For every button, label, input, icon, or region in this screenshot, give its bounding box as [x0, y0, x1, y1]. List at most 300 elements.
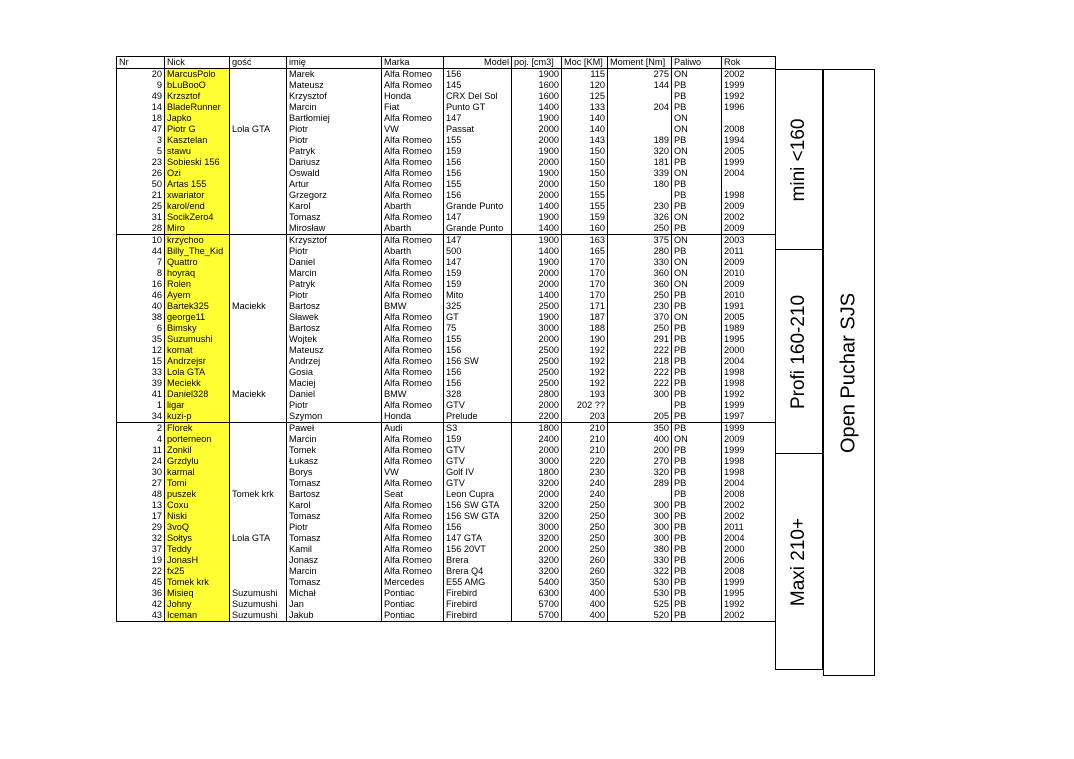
cell-nick: Suzumushi — [165, 334, 230, 345]
table-row — [117, 80, 776, 91]
cell-model: GTV — [444, 445, 512, 456]
cell-gosc — [230, 290, 287, 301]
cell-model: 145 — [444, 80, 512, 91]
cell-gosc — [230, 356, 287, 367]
cell-imie: Bartosz — [287, 489, 382, 500]
cell-marka: Abarth — [382, 223, 444, 235]
cell-imie: Tomek — [287, 445, 382, 456]
cell-moment: 400 — [608, 434, 672, 445]
cell-moment: 189 — [608, 135, 672, 146]
cell-imie: Sławek — [287, 312, 382, 323]
cell-paliwo: PB — [672, 423, 722, 435]
cell-moment: 300 — [608, 500, 672, 511]
cell-moment: 275 — [608, 69, 672, 81]
cell-imie: Bartosz — [287, 301, 382, 312]
cell-imie: Marcin — [287, 566, 382, 577]
cell-rok: 1998 — [722, 190, 776, 201]
cell-nr: 41 — [117, 389, 165, 400]
cell-nr: 16 — [117, 279, 165, 290]
cell-poj: 1400 — [512, 102, 562, 113]
cell-nr: 4 — [117, 434, 165, 445]
cell-moc: 140 — [562, 124, 608, 135]
spreadsheet-page — [116, 56, 876, 676]
cell-poj: 1900 — [512, 168, 562, 179]
cell-nr: 5 — [117, 146, 165, 157]
cell-poj: 1800 — [512, 423, 562, 435]
cell-paliwo: ON — [672, 312, 722, 323]
cell-moc: 250 — [562, 511, 608, 522]
cell-moc: 250 — [562, 522, 608, 533]
cell-moc: 190 — [562, 334, 608, 345]
cell-paliwo: PB — [672, 489, 722, 500]
cell-moc: 230 — [562, 467, 608, 478]
cell-model: 159 — [444, 434, 512, 445]
cell-gosc: Tomek krk — [230, 489, 287, 500]
cell-rok: 1991 — [722, 301, 776, 312]
cell-moment: 300 — [608, 533, 672, 544]
cell-model: 156 SW GTA — [444, 500, 512, 511]
cell-marka: BMW — [382, 301, 444, 312]
cell-imie: Kamil — [287, 544, 382, 555]
cell-paliwo: ON — [672, 69, 722, 81]
cell-paliwo: PB — [672, 599, 722, 610]
cell-marka: Alfa Romeo — [382, 544, 444, 555]
cell-rok: 2009 — [722, 434, 776, 445]
cell-nr: 3 — [117, 135, 165, 146]
cell-nr: 32 — [117, 533, 165, 544]
cell-imie: Piotr — [287, 400, 382, 411]
cell-poj: 1900 — [512, 113, 562, 124]
cell-imie: Gosia — [287, 367, 382, 378]
table-row — [117, 290, 776, 301]
cell-moc: 250 — [562, 544, 608, 555]
cell-marka: Alfa Romeo — [382, 511, 444, 522]
table-row — [117, 378, 776, 389]
table-row — [117, 544, 776, 555]
cell-poj: 2800 — [512, 389, 562, 400]
cell-moc: 187 — [562, 312, 608, 323]
cell-nr: 43 — [117, 610, 165, 622]
cell-moment: 370 — [608, 312, 672, 323]
cell-nick: JonasH — [165, 555, 230, 566]
cell-moc: 192 — [562, 345, 608, 356]
cell-model: Punto GT — [444, 102, 512, 113]
cell-nick: Johny — [165, 599, 230, 610]
cell-marka: VW — [382, 467, 444, 478]
cell-nick: Artas 155 — [165, 179, 230, 190]
cell-gosc — [230, 246, 287, 257]
cell-gosc — [230, 168, 287, 179]
cell-rok: 2011 — [722, 522, 776, 533]
cell-model: 147 — [444, 235, 512, 247]
cell-imie: Wojtek — [287, 334, 382, 345]
table-row — [117, 168, 776, 179]
cell-poj: 2000 — [512, 544, 562, 555]
cell-model: Prelude — [444, 411, 512, 423]
cell-moment: 339 — [608, 168, 672, 179]
cell-poj: 2500 — [512, 378, 562, 389]
open-puchar-label — [823, 69, 875, 676]
cell-moment: 300 — [608, 389, 672, 400]
cell-marka: Alfa Romeo — [382, 146, 444, 157]
cell-poj: 2500 — [512, 356, 562, 367]
cell-marka: Pontiac — [382, 610, 444, 622]
cell-moc: 400 — [562, 610, 608, 622]
cell-nick: Rolen — [165, 279, 230, 290]
cell-poj: 2500 — [512, 301, 562, 312]
table-row — [117, 157, 776, 168]
cell-rok: 1995 — [722, 588, 776, 599]
cell-imie: Michał — [287, 588, 382, 599]
cell-gosc — [230, 179, 287, 190]
cell-rok: 1994 — [722, 135, 776, 146]
cell-poj: 1400 — [512, 290, 562, 301]
cell-poj: 1900 — [512, 146, 562, 157]
header-rok: Rok — [722, 57, 776, 69]
cell-rok: 1996 — [722, 102, 776, 113]
cell-gosc — [230, 235, 287, 247]
cell-rok: 1999 — [722, 157, 776, 168]
table-row — [117, 246, 776, 257]
cell-nick: Iceman — [165, 610, 230, 622]
table-row — [117, 389, 776, 400]
cell-moment: 300 — [608, 522, 672, 533]
cell-marka: Alfa Romeo — [382, 312, 444, 323]
cell-gosc — [230, 511, 287, 522]
cell-paliwo: PB — [672, 577, 722, 588]
cell-model: 156 SW — [444, 356, 512, 367]
cell-nick: Andrzejsr — [165, 356, 230, 367]
cell-poj: 3200 — [512, 511, 562, 522]
cell-poj: 1600 — [512, 91, 562, 102]
cell-nr: 21 — [117, 190, 165, 201]
cell-gosc — [230, 411, 287, 423]
cell-marka: Alfa Romeo — [382, 157, 444, 168]
cell-model: GTV — [444, 456, 512, 467]
cell-paliwo: PB — [672, 323, 722, 334]
cell-moment: 280 — [608, 246, 672, 257]
header-marka: Marka — [382, 57, 444, 69]
cell-moment: 320 — [608, 146, 672, 157]
cell-nr: 8 — [117, 268, 165, 279]
cell-moc: 155 — [562, 201, 608, 212]
cell-nick: xwariator — [165, 190, 230, 201]
table-row — [117, 124, 776, 135]
cell-rok: 1992 — [722, 599, 776, 610]
table-row — [117, 489, 776, 500]
cell-moment: 218 — [608, 356, 672, 367]
cell-moc: 203 — [562, 411, 608, 423]
cell-nick: bLuBooO — [165, 80, 230, 91]
cell-gosc — [230, 212, 287, 223]
cell-marka: Seat — [382, 489, 444, 500]
table-row — [117, 467, 776, 478]
cell-paliwo: PB — [672, 157, 722, 168]
cell-nick: Tomek krk — [165, 577, 230, 588]
cell-moment: 530 — [608, 577, 672, 588]
cell-imie: Marek — [287, 69, 382, 81]
cell-gosc: Maciekk — [230, 301, 287, 312]
cell-imie: Krzysztof — [287, 235, 382, 247]
cell-rok: 1992 — [722, 389, 776, 400]
cell-imie: Piotr — [287, 135, 382, 146]
cell-moment: 230 — [608, 301, 672, 312]
cell-nr: 19 — [117, 555, 165, 566]
cell-marka: Alfa Romeo — [382, 235, 444, 247]
cell-imie: Tomasz — [287, 511, 382, 522]
cell-nick: Grzdylu — [165, 456, 230, 467]
cell-nick: karmal — [165, 467, 230, 478]
table-row — [117, 279, 776, 290]
cell-moc: 115 — [562, 69, 608, 81]
cell-gosc — [230, 257, 287, 268]
cell-gosc — [230, 323, 287, 334]
cell-imie: Szymon — [287, 411, 382, 423]
cell-nick: Ozi — [165, 168, 230, 179]
cell-model: 147 — [444, 113, 512, 124]
cell-rok: 2008 — [722, 566, 776, 577]
cell-nick: Sołtys — [165, 533, 230, 544]
cell-marka: Alfa Romeo — [382, 268, 444, 279]
cell-poj: 2000 — [512, 279, 562, 290]
table-row — [117, 577, 776, 588]
cell-marka: Alfa Romeo — [382, 113, 444, 124]
header-poj: poj. [cm3] — [512, 57, 562, 69]
cell-paliwo: PB — [672, 367, 722, 378]
cell-paliwo: ON — [672, 168, 722, 179]
cell-moc: 165 — [562, 246, 608, 257]
cell-nr: 1 — [117, 400, 165, 411]
cell-imie: Mateusz — [287, 80, 382, 91]
cell-nick: Niski — [165, 511, 230, 522]
cell-imie: Tomasz — [287, 212, 382, 223]
cell-paliwo: PB — [672, 478, 722, 489]
cell-gosc — [230, 279, 287, 290]
cell-imie: Łukasz — [287, 456, 382, 467]
cell-moment: 204 — [608, 102, 672, 113]
cell-nick: stawu — [165, 146, 230, 157]
cell-nr: 15 — [117, 356, 165, 367]
cell-poj: 1400 — [512, 201, 562, 212]
group-label-1 — [775, 249, 823, 454]
cell-nr: 33 — [117, 367, 165, 378]
header-imie: imię — [287, 57, 382, 69]
cell-poj: 3000 — [512, 323, 562, 334]
cell-nick: Kasztelan — [165, 135, 230, 146]
cell-imie: Marcin — [287, 434, 382, 445]
cell-poj: 2000 — [512, 157, 562, 168]
cell-gosc — [230, 423, 287, 435]
cell-marka: Alfa Romeo — [382, 500, 444, 511]
cell-nr: 10 — [117, 235, 165, 247]
cell-moment: 375 — [608, 235, 672, 247]
cell-paliwo: PB — [672, 80, 722, 91]
cell-gosc — [230, 367, 287, 378]
cell-nr: 24 — [117, 456, 165, 467]
table-row — [117, 533, 776, 544]
cell-rok: 2010 — [722, 290, 776, 301]
cell-poj: 1800 — [512, 467, 562, 478]
cell-model: Brera — [444, 555, 512, 566]
cell-marka: Alfa Romeo — [382, 456, 444, 467]
cell-rok: 2002 — [722, 610, 776, 622]
cell-nick: kornat — [165, 345, 230, 356]
cell-moc: 170 — [562, 257, 608, 268]
cell-paliwo: PB — [672, 566, 722, 577]
cell-model: Mito — [444, 290, 512, 301]
cell-rok: 2003 — [722, 235, 776, 247]
cell-nick: Miro — [165, 223, 230, 235]
cell-rok: 2004 — [722, 478, 776, 489]
cell-nr: 49 — [117, 91, 165, 102]
cell-paliwo: PB — [672, 522, 722, 533]
cell-gosc: Suzumushi — [230, 599, 287, 610]
cell-gosc — [230, 434, 287, 445]
cell-gosc — [230, 400, 287, 411]
cell-paliwo: PB — [672, 179, 722, 190]
cell-rok: 2004 — [722, 356, 776, 367]
cell-nick: Japko — [165, 113, 230, 124]
cell-rok: 2005 — [722, 146, 776, 157]
cell-model: 156 — [444, 157, 512, 168]
cell-moment: 289 — [608, 478, 672, 489]
cell-paliwo: PB — [672, 290, 722, 301]
cell-nick: hoyraq — [165, 268, 230, 279]
cell-marka: Alfa Romeo — [382, 279, 444, 290]
cell-paliwo: PB — [672, 301, 722, 312]
cell-paliwo: ON — [672, 113, 722, 124]
cell-moment — [608, 190, 672, 201]
cell-moment: 300 — [608, 511, 672, 522]
cell-imie: Jonasz — [287, 555, 382, 566]
cell-model: 155 — [444, 135, 512, 146]
cell-model: Firebird — [444, 610, 512, 622]
cell-moment — [608, 400, 672, 411]
cell-imie: Grzegorz — [287, 190, 382, 201]
cell-poj: 2500 — [512, 367, 562, 378]
cell-nick: 3voQ — [165, 522, 230, 533]
cell-imie: Patryk — [287, 146, 382, 157]
cell-marka: Honda — [382, 91, 444, 102]
cell-moc: 350 — [562, 577, 608, 588]
cell-gosc — [230, 80, 287, 91]
cell-nr: 35 — [117, 334, 165, 345]
cell-gosc — [230, 69, 287, 81]
cell-moc: 171 — [562, 301, 608, 312]
cell-poj: 3200 — [512, 533, 562, 544]
cell-model: Grande Punto — [444, 223, 512, 235]
cell-gosc — [230, 146, 287, 157]
cell-moment: 200 — [608, 445, 672, 456]
table-row — [117, 356, 776, 367]
cell-moment: 322 — [608, 566, 672, 577]
cell-imie: Piotr — [287, 246, 382, 257]
cell-paliwo: PB — [672, 135, 722, 146]
table-row — [117, 179, 776, 190]
cell-model: 147 — [444, 212, 512, 223]
cell-rok: 1999 — [722, 577, 776, 588]
cell-model: Brera Q4 — [444, 566, 512, 577]
header-moment: Moment [Nm] — [608, 57, 672, 69]
cell-model: 156 — [444, 168, 512, 179]
cell-moment: 222 — [608, 367, 672, 378]
cell-nick: puszek — [165, 489, 230, 500]
cell-nr: 9 — [117, 80, 165, 91]
cell-imie: Paweł — [287, 423, 382, 435]
cell-nr: 22 — [117, 566, 165, 577]
cell-nick: Billy_The_Kid — [165, 246, 230, 257]
cell-moc: 192 — [562, 356, 608, 367]
cell-poj: 2000 — [512, 135, 562, 146]
cell-rok: 1992 — [722, 91, 776, 102]
cell-poj: 2200 — [512, 411, 562, 423]
cell-marka: Alfa Romeo — [382, 345, 444, 356]
cell-nick: MarcusPolo — [165, 69, 230, 81]
cell-poj: 3000 — [512, 456, 562, 467]
cell-imie: Daniel — [287, 389, 382, 400]
cell-moc: 220 — [562, 456, 608, 467]
cell-paliwo: PB — [672, 356, 722, 367]
cell-moc: 133 — [562, 102, 608, 113]
cell-poj: 3200 — [512, 500, 562, 511]
cell-model: 156 — [444, 69, 512, 81]
cell-moc: 192 — [562, 378, 608, 389]
cell-marka: Alfa Romeo — [382, 69, 444, 81]
cell-imie: Dariusz — [287, 157, 382, 168]
cell-nick: Zonkil — [165, 445, 230, 456]
cell-paliwo: PB — [672, 610, 722, 622]
cell-paliwo: ON — [672, 212, 722, 223]
cell-marka: Alfa Romeo — [382, 356, 444, 367]
cell-marka: Alfa Romeo — [382, 257, 444, 268]
cell-rok: 1999 — [722, 423, 776, 435]
cell-rok: 1998 — [722, 456, 776, 467]
cell-gosc — [230, 566, 287, 577]
cell-nr: 30 — [117, 467, 165, 478]
cell-marka: Alfa Romeo — [382, 290, 444, 301]
cell-marka: Alfa Romeo — [382, 478, 444, 489]
cell-moment: 380 — [608, 544, 672, 555]
cell-marka: Alfa Romeo — [382, 212, 444, 223]
cell-nr: 39 — [117, 378, 165, 389]
cell-model: Passat — [444, 124, 512, 135]
table-row — [117, 588, 776, 599]
cell-marka: Alfa Romeo — [382, 378, 444, 389]
cell-gosc — [230, 334, 287, 345]
cell-gosc — [230, 577, 287, 588]
cell-imie: Bartłomiej — [287, 113, 382, 124]
cell-nick: karol/end — [165, 201, 230, 212]
cell-gosc — [230, 478, 287, 489]
cell-gosc — [230, 157, 287, 168]
cell-nick: Lola GTA — [165, 367, 230, 378]
cell-rok: 1998 — [722, 378, 776, 389]
cell-moc: 192 — [562, 367, 608, 378]
cell-rok: 2004 — [722, 533, 776, 544]
cell-nr: 6 — [117, 323, 165, 334]
cell-paliwo: PB — [672, 500, 722, 511]
cell-moment: 205 — [608, 411, 672, 423]
cell-marka: Alfa Romeo — [382, 555, 444, 566]
cell-nick: porterneon — [165, 434, 230, 445]
cell-nr: 7 — [117, 257, 165, 268]
cell-model: 328 — [444, 389, 512, 400]
cell-rok: 2008 — [722, 489, 776, 500]
cell-poj: 2000 — [512, 190, 562, 201]
cell-model: Grande Punto — [444, 201, 512, 212]
cell-moc: 120 — [562, 80, 608, 91]
cell-rok: 2005 — [722, 312, 776, 323]
